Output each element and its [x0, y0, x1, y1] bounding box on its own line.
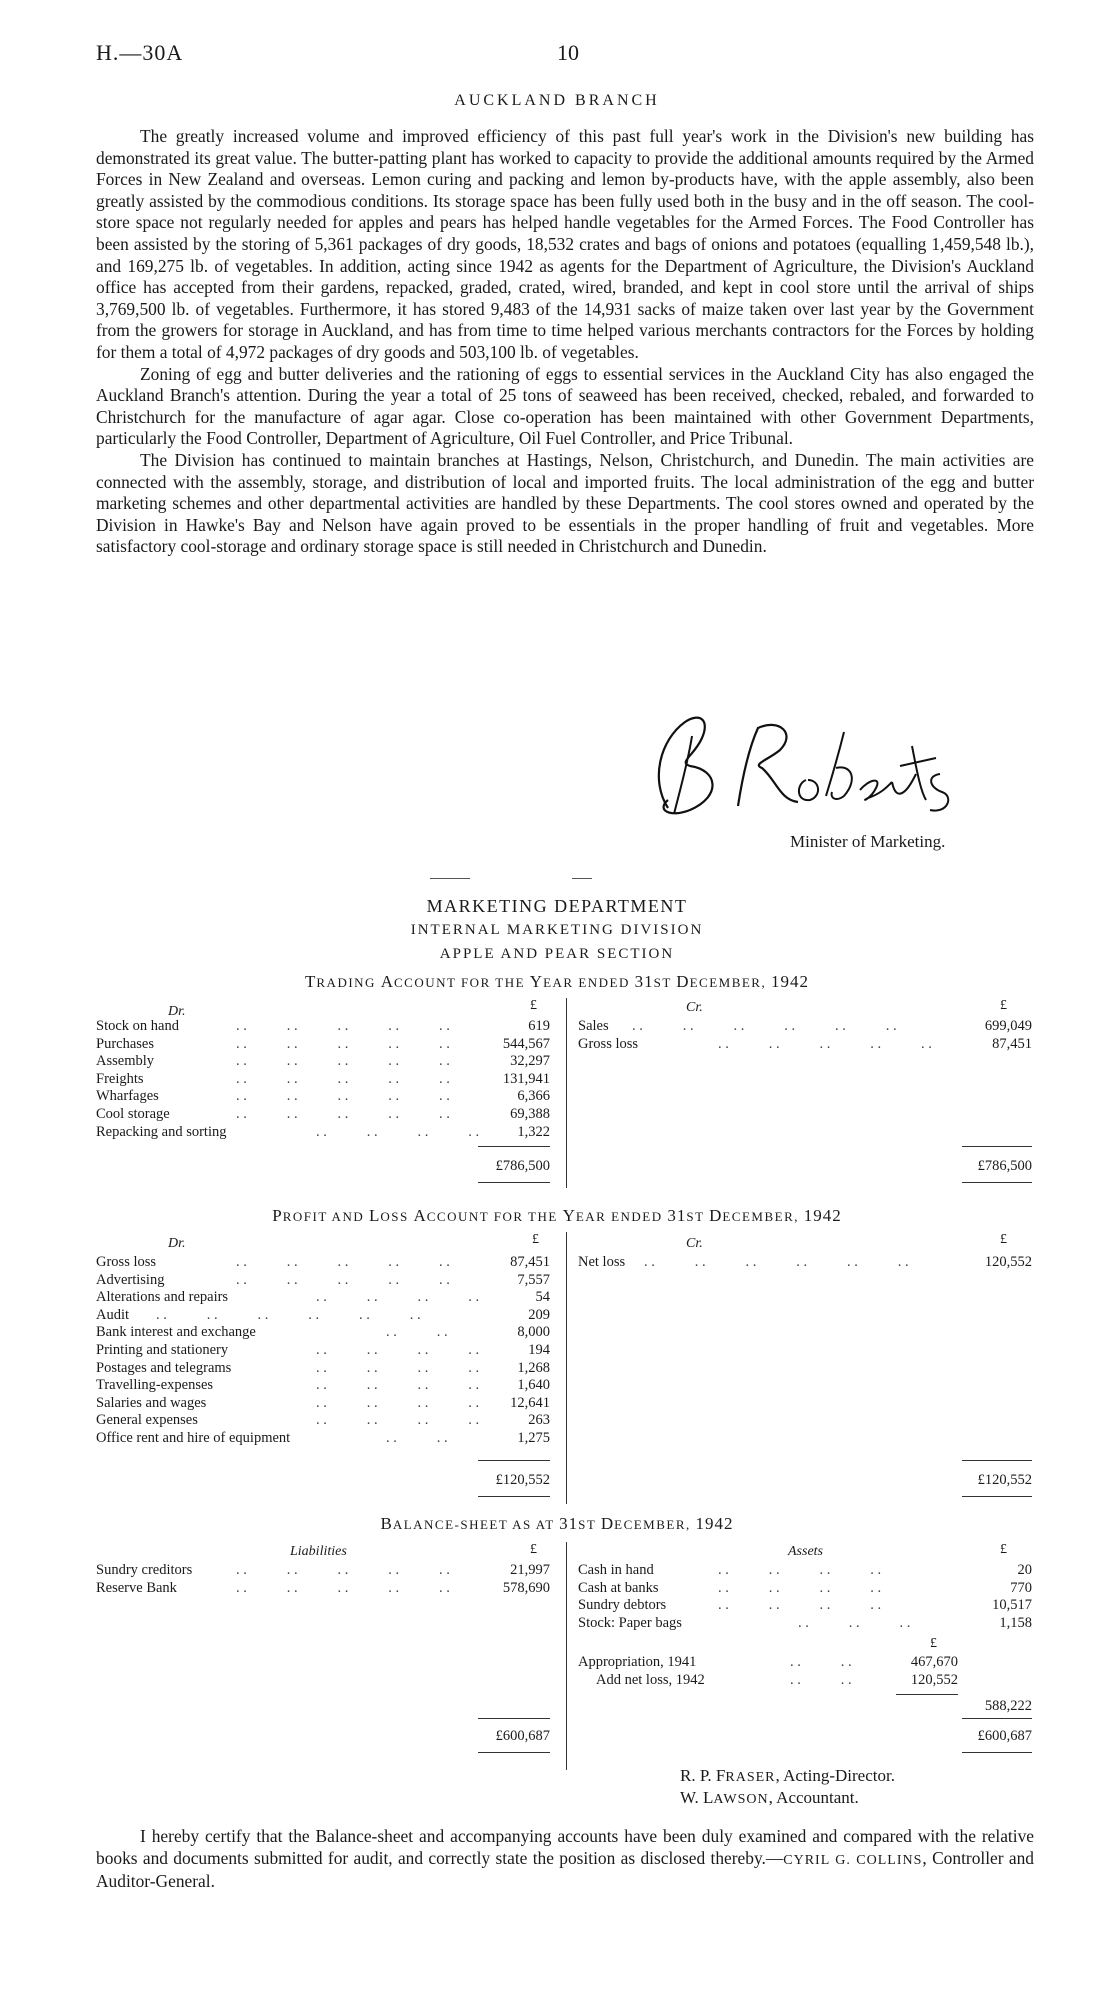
liabilities-label: Liabilities	[290, 1544, 347, 1559]
trading-account-title: TRADING ACCOUNT FOR THE YEAR ENDED 31ST DECEMBER, 1942	[305, 972, 809, 991]
total-rule	[478, 1182, 550, 1183]
profit-loss-credit-list	[578, 1254, 1032, 1272]
pound-sign: £	[532, 1232, 539, 1247]
document-reference: H.—30A	[96, 40, 184, 65]
certificate-signer: CYRIL G. COLLINS	[783, 1852, 923, 1868]
item-label: Postages and telegrams	[96, 1359, 232, 1376]
item-amount: 120,552	[910, 1671, 958, 1688]
item-amount: 619	[528, 1018, 550, 1034]
pound-sign: £	[1000, 998, 1007, 1013]
item-amount: 1,640	[517, 1377, 550, 1394]
ledger-row: Advertising . . . . . . . . . . 7,557	[96, 1271, 550, 1288]
handwritten-signature	[630, 710, 960, 830]
ledger-row: Stock on hand . . . . . . . . . . 619	[96, 1018, 550, 1034]
pound-sign: £	[1000, 1542, 1007, 1557]
ledger-row: Reserve Bank . . . . . . . . . . 578,690	[96, 1579, 550, 1596]
item-amount: 1,322	[517, 1123, 550, 1140]
total-rule	[478, 1718, 550, 1719]
column-divider	[566, 1542, 567, 1770]
item-label: Gross loss	[578, 1035, 639, 1052]
assets-total: £600,687	[977, 1728, 1032, 1744]
item-amount: 131,941	[502, 1070, 550, 1087]
column-divider	[566, 998, 567, 1188]
audit-certificate	[96, 1826, 1034, 1893]
ledger-row: Appropriation, 1941 . . . . 467,670	[578, 1654, 958, 1670]
item-amount: 467,670	[910, 1654, 958, 1670]
credit-label: Cr.	[686, 1000, 703, 1015]
ledger-row: Office rent and hire of equipment . . . . 1,275	[96, 1429, 550, 1446]
divider	[572, 878, 592, 879]
pound-sign: £	[1000, 1232, 1007, 1247]
item-label: Repacking and sorting	[96, 1123, 227, 1140]
total-rule	[478, 1496, 550, 1497]
item-amount: 1,158	[999, 1614, 1032, 1631]
total-rule	[962, 1182, 1032, 1183]
ledger-row: Repacking and sorting . . . . . . . . 1,322	[96, 1123, 550, 1140]
pound-sign: £	[530, 998, 537, 1013]
item-amount: 7,557	[517, 1271, 550, 1288]
ledger-row: Purchases . . . . . . . . . . 544,567	[96, 1035, 550, 1052]
ledger-row: Add net loss, 1942 . . . . 120,552	[596, 1671, 958, 1688]
total-rule	[962, 1496, 1032, 1497]
item-amount: 21,997	[510, 1562, 550, 1578]
item-amount: 194	[528, 1341, 550, 1358]
liabilities-list	[96, 1562, 550, 1597]
total-rule	[478, 1146, 550, 1147]
item-amount: 69,388	[510, 1105, 550, 1122]
ledger-row: Sundry creditors . . . . . . . . . . 21,997	[96, 1562, 550, 1578]
item-amount: 87,451	[510, 1254, 550, 1270]
item-amount: 770	[1010, 1579, 1032, 1596]
total-rule	[896, 1694, 958, 1695]
item-label: Stock on hand	[96, 1018, 179, 1034]
ledger-row: Cash at banks . . . . . . . . 770	[578, 1579, 1032, 1596]
item-label: Audit	[96, 1306, 130, 1323]
item-label: Salaries and wages	[96, 1394, 207, 1411]
body-text	[96, 126, 1034, 558]
ledger-row: Net loss . . . . . . . . . . . . 120,552	[578, 1254, 1032, 1270]
debit-label: Dr.	[168, 1004, 186, 1019]
appropriation-net: 588,222	[984, 1698, 1032, 1714]
item-amount: 32,297	[510, 1053, 550, 1070]
debit-label: Dr.	[168, 1236, 186, 1251]
item-label: Assembly	[96, 1053, 154, 1070]
item-amount: 699,049	[984, 1018, 1032, 1034]
ledger-row: Cool storage . . . . . . . . . . 69,388	[96, 1105, 550, 1122]
section-title: AUCKLAND BRANCH	[454, 92, 660, 109]
item-label: Purchases	[96, 1035, 154, 1052]
item-label: Travelling-expenses	[96, 1377, 214, 1394]
profit-loss-credit-total: £120,552	[977, 1472, 1032, 1488]
item-amount: 1,275	[517, 1429, 550, 1446]
item-label: Cool storage	[96, 1105, 170, 1122]
item-label: Gross loss	[96, 1254, 157, 1270]
trading-debit-total: £786,500	[495, 1158, 550, 1174]
pound-sign: £	[530, 1542, 537, 1557]
certificate-paragraph: I hereby certify that the Balance-sheet and accompanying accounts have been duly examined and compared with the relative books and documents submitted for audit, and correctly state the position as disclosed thereby.—CYRIL G. COLLINS, Controller and Auditor-General.	[96, 1826, 1034, 1892]
division-title: INTERNAL MARKETING DIVISION	[410, 922, 704, 938]
item-label: Sundry creditors	[96, 1562, 193, 1578]
item-amount: 578,690	[502, 1579, 550, 1596]
trading-debit-list	[96, 1018, 550, 1141]
ledger-row: Cash in hand . . . . . . . . 20	[578, 1562, 1032, 1578]
item-amount: 12,641	[510, 1394, 550, 1411]
ledger-row: Sales . . . . . . . . . . . . 699,049	[578, 1018, 1032, 1034]
ledger-row: Freights . . . . . . . . . . 131,941	[96, 1070, 550, 1087]
department-title: MARKETING DEPARTMENT	[426, 896, 688, 916]
ledger-row: Gross loss . . . . . . . . . . 87,451	[578, 1035, 1032, 1052]
ledger-row: Alterations and repairs . . . . . . . . 54	[96, 1289, 550, 1306]
assets-label: Assets	[788, 1544, 823, 1559]
item-label: Advertising	[96, 1271, 165, 1288]
item-label: Alterations and repairs	[96, 1289, 229, 1306]
item-label: Sundry debtors	[578, 1597, 667, 1614]
ledger-row: Audit . . . . . . . . . . . . 209	[96, 1306, 550, 1323]
total-rule	[962, 1460, 1032, 1461]
item-label: Printing and stationery	[96, 1341, 229, 1358]
item-label: Add net loss, 1942	[596, 1671, 705, 1688]
item-amount: 263	[528, 1412, 550, 1429]
total-rule	[478, 1460, 550, 1461]
ledger-row: Wharfages . . . . . . . . . . 6,366	[96, 1088, 550, 1105]
item-label: Cash at banks	[578, 1579, 659, 1596]
item-amount: 87,451	[992, 1035, 1032, 1052]
ledger-row: Sundry debtors . . . . . . . . 10,517	[578, 1597, 1032, 1614]
item-label: General expenses	[96, 1412, 198, 1429]
ledger-row: Postages and telegrams . . . . . . . . 1,268	[96, 1359, 550, 1376]
signatory-acting-director: R. P. FRASER, Acting-Director.	[680, 1766, 895, 1785]
item-amount: 20	[1017, 1562, 1032, 1578]
divider	[430, 878, 470, 879]
item-label: Cash in hand	[578, 1562, 654, 1578]
trading-credit-list	[578, 1018, 1032, 1053]
appropriation-list	[578, 1654, 958, 1689]
profit-loss-debit-list	[96, 1254, 550, 1448]
item-amount: 54	[535, 1289, 550, 1306]
item-label: Appropriation, 1941	[578, 1654, 697, 1670]
ledger-row: Stock: Paper bags . . . . . . 1,158	[578, 1614, 1032, 1631]
page-number: 10	[557, 40, 579, 65]
column-divider	[566, 1232, 567, 1504]
section-subtitle: APPLE AND PEAR SECTION	[439, 946, 675, 962]
profit-loss-title: PROFIT AND LOSS ACCOUNT FOR THE YEAR ENDED 31ST DECEMBER, 1942	[272, 1206, 842, 1225]
profit-loss-debit-total: £120,552	[495, 1472, 550, 1488]
signatory-accountant: W. LAWSON, Accountant.	[680, 1788, 859, 1807]
paragraph: The Division has continued to maintain branches at Hastings, Nelson, Christchurch, and Dunedin. The main activities are connected with the assembly, storage, and distribution of local and imported fruits. The local administration of the egg and butter marketing schemes and other departmental activities are handled by these Departments. The cool stores owned and operated by the Division in Hawke's Bay and Nelson have again proved to be essentials in the proper handling of fruit and vegetables. More satisfactory cool-storage and ordinary storage space is still needed in Christchurch and Dunedin.	[96, 449, 1034, 557]
ledger-row: General expenses . . . . . . . . 263	[96, 1412, 550, 1429]
ledger-row: Salaries and wages . . . . . . . . 12,641	[96, 1394, 550, 1411]
signature-role: Minister of Marketing.	[790, 832, 946, 851]
item-amount: 8,000	[517, 1324, 550, 1341]
item-label: Sales	[578, 1018, 609, 1034]
item-amount: 544,567	[502, 1035, 550, 1052]
total-rule	[962, 1718, 1032, 1719]
paragraph: Zoning of egg and butter deliveries and the rationing of eggs to essential services in the Auckland City has also engaged the Auckland Branch's attention. During the year a total of 25 tons of seaweed has been received, checked, rebaled, and forwarded to Christchurch for the manufacture of agar agar. Close co-operation has been maintained with other Government Departments, particularly the Food Controller, Department of Agriculture, Oil Fuel Controller, and Price Tribunal.	[96, 363, 1034, 449]
total-rule	[478, 1752, 550, 1753]
total-rule	[962, 1752, 1032, 1753]
balance-sheet-title: BALANCE-SHEET AS AT 31ST DECEMBER, 1942	[380, 1514, 734, 1533]
item-amount: 6,366	[517, 1088, 550, 1105]
trading-credit-total: £786,500	[977, 1158, 1032, 1174]
item-label: Freights	[96, 1070, 144, 1087]
ledger-row: Assembly . . . . . . . . . . 32,297	[96, 1053, 550, 1070]
assets-list	[578, 1562, 1032, 1632]
ledger-row: Bank interest and exchange . . . . 8,000	[96, 1324, 550, 1341]
credit-label: Cr.	[686, 1236, 703, 1251]
paragraph: The greatly increased volume and improved efficiency of this past full year's work in the Division's new building has demonstrated its great value. The butter-patting plant has worked to capacity to provide the additional amounts required by the Armed Forces in New Zealand and overseas. Lemon curing and packing and lemon by-products have, with the apple assembly, also been greatly assisted by the commodious conditions. Its storage space has been fully used both in the busy and in the off season. The cool-store space not regularly needed for apples and pears has helped handle vegetables for the Armed Forces. The Food Controller has been assisted by the storing of 5,361 packages of dry goods, 18,532 crates and bags of onions and potatoes (equalling 1,459,548 lb.), and 169,275 lb. of vegetables. In addition, acting since 1942 as agents for the Department of Agriculture, the Division's Auckland office has accepted from their gardens, repacked, graded, crated, wired, branded, and kept in cool store until the arrival of ships 3,769,500 lb. of vegetables. Furthermore, it has stored 9,483 of the 14,931 sacks of maize taken over last year by the Government from the growers for storage in Auckland, and has from time to time helped various merchants contractors for the Forces by holding for them a total of 4,972 packages of dry goods and 503,100 lb. of vegetables.	[96, 126, 1034, 362]
pound-sign: £	[930, 1636, 937, 1651]
item-label: Office rent and hire of equipment	[96, 1429, 291, 1446]
item-label: Bank interest and exchange	[96, 1324, 256, 1341]
item-amount: 1,268	[517, 1359, 550, 1376]
total-rule	[962, 1146, 1032, 1147]
liabilities-total: £600,687	[495, 1728, 550, 1744]
item-label: Net loss	[578, 1254, 626, 1270]
ledger-row: Printing and stationery . . . . . . . . 194	[96, 1341, 550, 1358]
item-amount: 10,517	[992, 1597, 1032, 1614]
ledger-row: Travelling-expenses . . . . . . . . 1,640	[96, 1377, 550, 1394]
item-amount: 120,552	[984, 1254, 1032, 1270]
item-label: Stock: Paper bags	[578, 1614, 682, 1631]
ledger-row: Gross loss . . . . . . . . . . 87,451	[96, 1254, 550, 1270]
item-label: Wharfages	[96, 1088, 159, 1105]
item-amount: 209	[528, 1306, 550, 1323]
item-label: Reserve Bank	[96, 1579, 177, 1596]
